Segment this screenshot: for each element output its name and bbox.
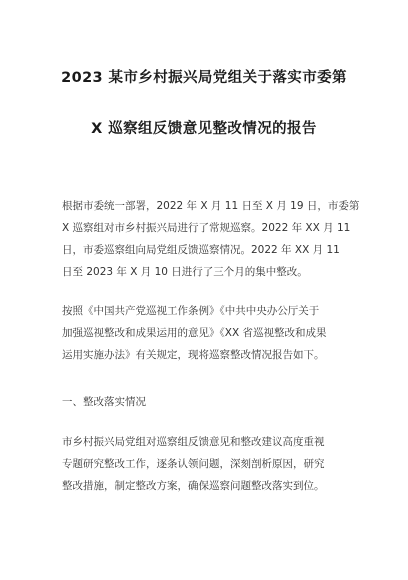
paragraph-line: 市乡村振兴局党组对巡察组反馈意见和整改建议高度重视: [62, 436, 325, 448]
paragraph-basis: [62, 300, 362, 366]
paragraph-line: 日，市委巡察组向局党组反馈巡察情况。2022 年 XX 月 11: [62, 244, 340, 256]
paragraph-line: 根据市委统一部署，2022 年 X 月 11 日至 X 月 19 日，市委第: [62, 200, 360, 212]
paragraph-rectification: [62, 431, 362, 497]
document-title-line-2: X 巡察组反馈意见整改情况的报告: [91, 121, 317, 137]
paragraph-line: 日至 2023 年 X 月 10 日进行了三个月的集中整改。: [62, 266, 308, 278]
paragraph-line: X 巡察组对市乡村振兴局进行了常规巡察。2022 年 XX 月 11: [62, 222, 351, 234]
paragraph-line: 按照《中国共产党巡视工作条例》《中共中央办公厅关于: [62, 305, 320, 317]
paragraph-background: [62, 195, 362, 283]
paragraph-line: 整改措施，制定整改方案，确保巡察问题整改落实到位。: [62, 480, 325, 492]
paragraph-line: 运用实施办法》有关规定，现将巡察整改情况报告如下。: [62, 349, 325, 361]
paragraph-line: 加强巡视整改和成果运用的意见》《XX 省巡视整改和成果: [62, 327, 327, 339]
section-heading-text: 一、整改落实情况: [62, 396, 146, 408]
document-title-line-1: 2023 某市乡村振兴局党组关于落实市委第: [61, 70, 347, 86]
section-heading: [62, 391, 362, 413]
paragraph-line: 专题研究整改工作，逐条认领问题，深刻剖析原因，研究: [62, 458, 325, 470]
